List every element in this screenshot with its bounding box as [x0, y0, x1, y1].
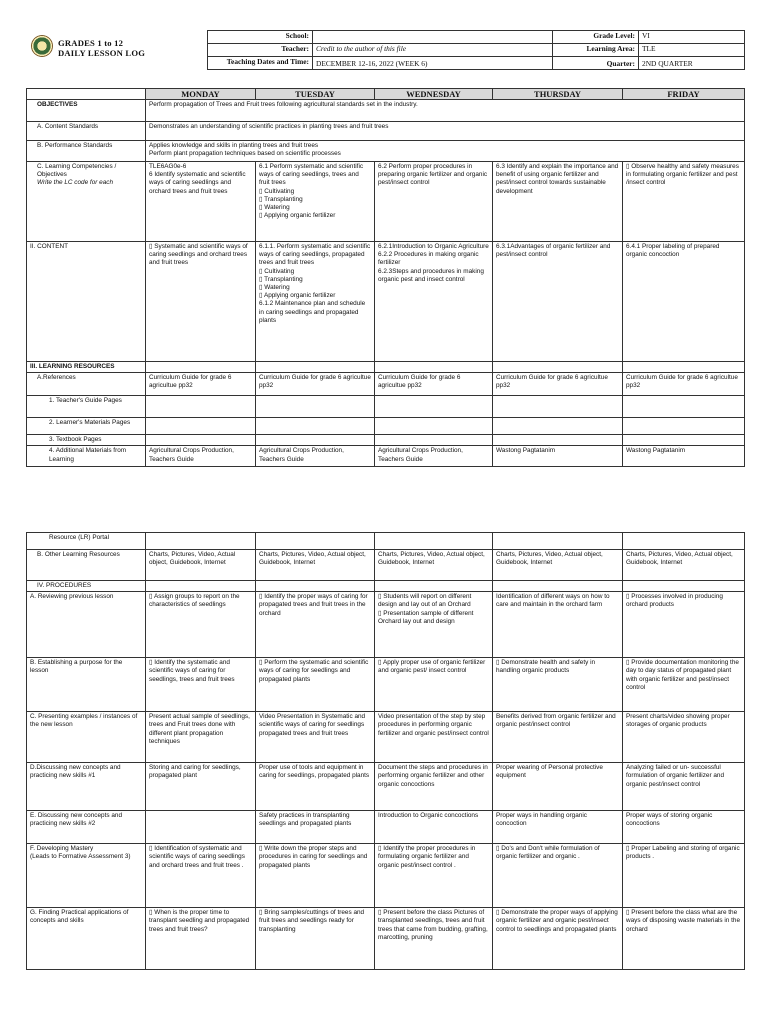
day-header-thursday: THURSDAY	[493, 89, 623, 100]
additional-materials-thursday: Wastong Pagtatanim	[493, 446, 623, 467]
additional-materials-wednesday: Agricultural Crops Production, Teachers Guide	[375, 446, 493, 467]
procedure-c-thursday: Benefits derived from organic fertilizer and organic pest/insect control	[493, 712, 623, 763]
day-header-blank	[27, 89, 146, 100]
procedure-g-wednesday: ▯ Present before the class Pictures of transplanted seedlings, trees and fruit trees that came from budding, grafting, marcotting, pruning	[375, 908, 493, 970]
procedure-c-label: C. Presenting examples / instances of the new lesson	[27, 712, 146, 763]
procedure-e-thursday: Proper ways in handling organic concoction	[493, 811, 623, 844]
learners-materials-label: 2. Learner's Materials Pages	[27, 418, 146, 435]
competencies-label-cell	[27, 162, 146, 242]
additional-materials-label: 4. Additional Materials from Learning	[27, 446, 146, 467]
competency-monday: TLE6AG0e-6 6 Identify systematic and scientific ways of caring seedlings and orchard trees and fruit trees	[146, 162, 256, 242]
competency-wednesday: 6.2 Perform proper procedures in preparing organic fertilizer and organic pest/insect control	[375, 162, 493, 242]
procedure-b-label: B. Establishing a purpose for the lesson	[27, 658, 146, 712]
day-header-friday: FRIDAY	[623, 89, 745, 100]
additional-materials-friday: Wastong Pagtatanim	[623, 446, 745, 467]
procedure-b-tuesday: ▯ Perform the systematic and scientific ways of caring for seedlings and propagated plants	[256, 658, 375, 712]
other-resources-wednesday: Charts, Pictures, Video, Actual object, Guidebook, Internet	[375, 550, 493, 581]
procedure-b-friday: ▯ Provide documentation monitoring the day to day status of propagated plant with organic fertilizer and pest/insect control	[623, 658, 745, 712]
content-standards-text: Demonstrates an understanding of scientific practices in planting trees and fruit trees	[146, 122, 745, 141]
procedure-f-label: F. Developing Mastery (Leads to Formative Assessment 3)	[27, 844, 146, 908]
procedure-f-tuesday: ▯ Write down the proper steps and procedures in caring for seedlings and propagated plants	[256, 844, 375, 908]
day-header-monday: MONDAY	[146, 89, 256, 100]
procedure-a-tuesday: ▯ Identify the proper ways of caring for propagated trees and fruit trees in the orchard	[256, 592, 375, 658]
competency-tuesday: 6.1 Perform systematic and scientific ways of caring seedlings, trees and fruit trees ▯ Cultivating ▯ Transplanting ▯ Watering ▯ Applying organic fertilizer	[256, 162, 375, 242]
procedure-d-thursday: Proper wearing of Personal protective equipment	[493, 763, 623, 811]
teaching-dates-value: DECEMBER 12-16, 2022 (WEEK 6)	[313, 57, 553, 70]
competency-friday: ▯ Observe healthy and safety measures in formulating organic fertilizer and pest /insect control	[623, 162, 745, 242]
procedure-g-friday: ▯ Present before the class what are the ways of disposing waste materials in the orchard	[623, 908, 745, 970]
procedure-a-wednesday: ▯ Students will report on different design and lay out of an Orchard ▯ Presentation sample of different Orchard lay out and design	[375, 592, 493, 658]
procedure-f-wednesday: ▯ Identify the proper procedures in formulating organic fertilizer and organic pest/insect control .	[375, 844, 493, 908]
procedure-c-friday: Present charts/video showing proper storages of organic products	[623, 712, 745, 763]
school-label: School:	[208, 31, 313, 44]
procedure-d-tuesday: Proper use of tools and equipment in caring for seedlings, propagated plants	[256, 763, 375, 811]
learning-area-value: TLE	[639, 44, 745, 57]
procedure-c-tuesday: Video Presentation in Systematic and scientific ways of caring for seedlings propagated trees and fruit trees	[256, 712, 375, 763]
procedure-e-monday	[146, 811, 256, 844]
procedure-e-wednesday: Introduction to Organic concoctions	[375, 811, 493, 844]
procedure-g-monday: ▯ When is the proper time to transplant seedling and propagated trees and fruit trees?	[146, 908, 256, 970]
competency-thursday: 6.3 Identify and explain the importance and benefit of using organic fertilizer and pest/insect control towards sustainable development	[493, 162, 623, 242]
objectives-label: OBJECTIVES	[27, 100, 146, 122]
references-friday: Curriculum Guide for grade 6 agricultue pp32	[623, 373, 745, 396]
deped-seal-logo	[31, 35, 53, 57]
teachers-guide-label: 1. Teacher's Guide Pages	[27, 396, 146, 418]
procedure-e-friday: Proper ways of storing organic concoctions	[623, 811, 745, 844]
procedures-label: IV. PROCEDURES	[27, 581, 146, 592]
additional-materials-monday: Agricultural Crops Production, Teachers Guide	[146, 446, 256, 467]
procedure-a-monday: ▯ Assign groups to report on the characteristics of seedlings	[146, 592, 256, 658]
procedure-d-friday: Analyzing failed or un- successful formulation of organic fertilizer and organic pest/insect control	[623, 763, 745, 811]
content-standards-label: A. Content Standards	[27, 122, 146, 141]
procedure-c-monday: Present actual sample of seedlings, trees and Fruit trees done with different plant propagation techniques	[146, 712, 256, 763]
references-thursday: Curriculum Guide for grade 6 agricultue pp32	[493, 373, 623, 396]
procedure-f-monday: ▯ Identification of systematic and scientific ways of caring seedlings and orchard trees and fruit trees .	[146, 844, 256, 908]
learning-resources-label: III. LEARNING RESOURCES	[27, 362, 146, 373]
other-resources-thursday: Charts, Pictures, Video, Actual object, Guidebook, Internet	[493, 550, 623, 581]
quarter-value: 2ND QUARTER	[639, 57, 745, 70]
teaching-dates-label: Teaching Dates and Time:	[208, 57, 313, 70]
day-header-tuesday: TUESDAY	[256, 89, 375, 100]
procedure-a-thursday: Identification of different ways on how to care and maintain in the orchard farm	[493, 592, 623, 658]
references-tuesday: Curriculum Guide for grade 6 agricultue pp32	[256, 373, 375, 396]
references-label: A.References	[27, 373, 146, 396]
additional-materials-tuesday: Agricultural Crops Production, Teachers Guide	[256, 446, 375, 467]
procedure-c-wednesday: Video presentation of the step by step procedures in performing organic fertilizer and organic pest/insect control	[375, 712, 493, 763]
other-resources-monday: Charts, Pictures, Video, Actual object, Guidebook, Internet	[146, 550, 256, 581]
procedure-a-label: A. Reviewing previous lesson	[27, 592, 146, 658]
procedure-d-label: D.Discussing new concepts and practicing new skills #1	[27, 763, 146, 811]
textbook-pages-label: 3. Textbook Pages	[27, 435, 146, 446]
grade-level-label: Grade Level:	[553, 31, 639, 44]
content-tuesday: 6.1.1. Perform systematic and scientific ways of caring seedlings, propagated trees and fruit trees ▯ Cultivating ▯ Transplanting ▯ Watering ▯ Applying organic fertilizer 6.1.2 Maintenance plan and schedule in caring seedlings and propagated plants	[256, 242, 375, 362]
procedure-f-friday: ▯ Proper Labeling and storing of organic products .	[623, 844, 745, 908]
references-monday: Curriculum Guide for grade 6 agricultue pp32	[146, 373, 256, 396]
lesson-table-page-2	[26, 532, 745, 970]
title-line-1: GRADES 1 to 12	[58, 38, 124, 48]
references-wednesday: Curriculum Guide for grade 6 agricultue pp32	[375, 373, 493, 396]
quarter-label: Quarter:	[553, 57, 639, 70]
competencies-label: C. Learning Competencies / Objectives	[37, 163, 117, 179]
procedure-e-tuesday: Safety practices in transplanting seedlings and propagated plants	[256, 811, 375, 844]
procedure-b-thursday: ▯ Demonstrate health and safety in handling organic products	[493, 658, 623, 712]
lr-portal-label: Resource (LR) Portal	[27, 533, 146, 550]
lesson-table-page-1	[26, 88, 745, 467]
school-value	[313, 31, 553, 44]
procedure-d-wednesday: Document the steps and procedures in performing organic fertilizer and other organic concoctions	[375, 763, 493, 811]
content-friday: 6.4.1 Proper labeling of prepared organic concoction	[623, 242, 745, 362]
procedure-b-wednesday: ▯ Apply proper use of organic fertilizer and organic pest/ insect control	[375, 658, 493, 712]
teacher-label: Teacher:	[208, 44, 313, 57]
content-monday: ▯ Systematic and scientific ways of caring seedlings and orchard trees and fruit trees	[146, 242, 256, 362]
objectives-text: Perform propagation of Trees and Fruit trees following agricultural standards set in the industry.	[146, 100, 745, 122]
other-resources-friday: Charts, Pictures, Video, Actual object, Guidebook, Internet	[623, 550, 745, 581]
procedure-b-monday: ▯ Identify the systematic and scientific ways of caring for seedlings, trees and fruit trees	[146, 658, 256, 712]
performance-standards-label: B. Performance Standards	[27, 141, 146, 162]
title-line-2: DAILY LESSON LOG	[58, 47, 146, 58]
content-label: II. CONTENT	[27, 242, 146, 362]
procedure-e-label: E. Discussing new concepts and practicing new skills #2	[27, 811, 146, 844]
content-thursday: 6.3.1Advantages of organic fertilizer and pest/insect control	[493, 242, 623, 362]
procedure-f-thursday: ▯ Do's and Don't while formulation of organic fertilizer and organic .	[493, 844, 623, 908]
procedure-a-friday: ▯ Processes involved in producing orchard products	[623, 592, 745, 658]
other-resources-label: B. Other Learning Resources	[27, 550, 146, 581]
procedure-g-thursday: ▯ Demonstrate the proper ways of applying organic fertilizer and organic pest/insect control to seedlings and propagated plants	[493, 908, 623, 970]
document-title	[58, 39, 145, 58]
day-header-wednesday: WEDNESDAY	[375, 89, 493, 100]
procedure-g-tuesday: ▯ Bring samples/cuttings of trees and fruit trees and seedlings ready for transplanting	[256, 908, 375, 970]
performance-standards-text: Applies knowledge and skills in planting trees and fruit trees Perform plant propagation techniques based on scientific processes	[146, 141, 745, 162]
content-wednesday: 6.2.1Introduction to Organic Agriculture 6.2.2 Procedures in making organic fertilizer 6.2.3Steps and procedures in making organic pest and insect control	[375, 242, 493, 362]
competencies-sublabel: Write the LC code for each	[37, 179, 114, 187]
header-info-table	[207, 30, 745, 70]
learning-area-label: Learning Area:	[553, 44, 639, 57]
procedure-g-label: G. Finding Practical applications of concepts and skills	[27, 908, 146, 970]
procedure-d-monday: Storing and caring for seedlings, propagated plant	[146, 763, 256, 811]
other-resources-tuesday: Charts, Pictures, Video, Actual object, Guidebook, Internet	[256, 550, 375, 581]
grade-level-value: VI	[639, 31, 745, 44]
teacher-value: Credit to the author of this file	[313, 44, 553, 57]
